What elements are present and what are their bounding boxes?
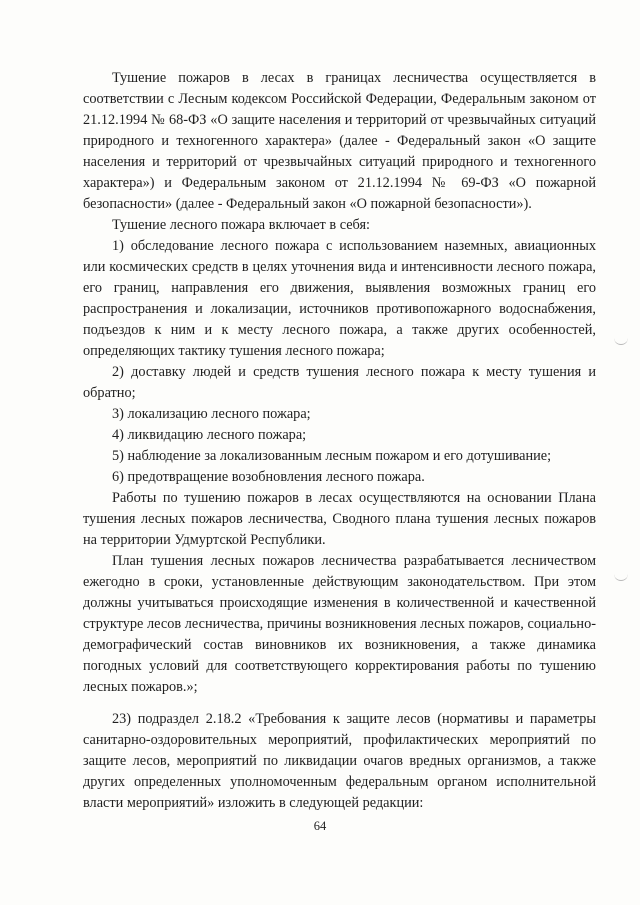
- scan-artifact: [614, 336, 628, 345]
- scan-artifact: [614, 572, 628, 581]
- list-item-5: 5) наблюдение за локализованным лесным пожаром и его дотушивание;: [112, 448, 552, 464]
- list-item-4: 4) ликвидацию лесного пожара;: [112, 427, 307, 443]
- paragraph-fire-suppression-law: Тушение пожаров в лесах в границах лесничества осуществляется в соответствии с Лесным кодексом Российской Федерации, Федеральным законом от 21.12.1994 № 68-ФЗ «О защите населения и территорий от чрезвычайных ситуаций природного и техногенного характера» (далее - Федеральный закон «О защите населения и территорий от чрезвычайных ситуаций природного и техногенного характера») и Федеральным законом от 21.12.1994 № 69-ФЗ «О пожарной безопасности» (далее - Федеральный закон «О пожарной безопасности»).: [83, 70, 596, 212]
- list-item-3: 3) локализацию лесного пожара;: [112, 406, 311, 422]
- paragraph-works-basis: Работы по тушению пожаров в лесах осуществляются на основании Плана тушения лесных пожаров лесничества, Сводного плана тушения лесных пожаров на территории Удмуртской Республики.: [83, 490, 596, 548]
- document-body: [83, 68, 596, 814]
- list-item-2: 2) доставку людей и средств тушения лесного пожара к месту тушения и обратно;: [83, 364, 596, 401]
- list-item-1: 1) обследование лесного пожара с использованием наземных, авиационных или космических средств в целях уточнения вида и интенсивности лесного пожара, его границ, направления его движения, выявления возможных границ его распространения и локализации, источников противопожарного водоснабжения, подъездов к ним и к месту лесного пожара, а также других особенностей, определяющих тактику тушения лесного пожара;: [83, 238, 596, 359]
- paragraph-subsection-23: 23) подраздел 2.18.2 «Требования к защите лесов (нормативы и параметры санитарно-оздоровительных мероприятий, профилактических мероприятий по защите лесов, мероприятий по ликвидации очагов вредных организмов, а также других определенных уполномоченным федеральным органом исполнительной власти мероприятий» изложить в следующей редакции:: [83, 711, 596, 811]
- page-number: 64: [313, 819, 327, 833]
- paragraph-plan-development: План тушения лесных пожаров лесничества разрабатывается лесничеством ежегодно в сроки, установленные действующим законодательством. При этом должны учитываться происходящие изменения в количественной и качественной структуре лесов лесничества, причины возникновения лесных пожаров, социально-демографический состав виновников их возникновения, а также динамика погодных условий для соответствующего корректирования работы по тушению лесных пожаров.»;: [83, 553, 596, 695]
- paragraph-includes-intro: Тушение лесного пожара включает в себя:: [112, 217, 371, 233]
- list-item-6: 6) предотвращение возобновления лесного пожара.: [112, 469, 425, 485]
